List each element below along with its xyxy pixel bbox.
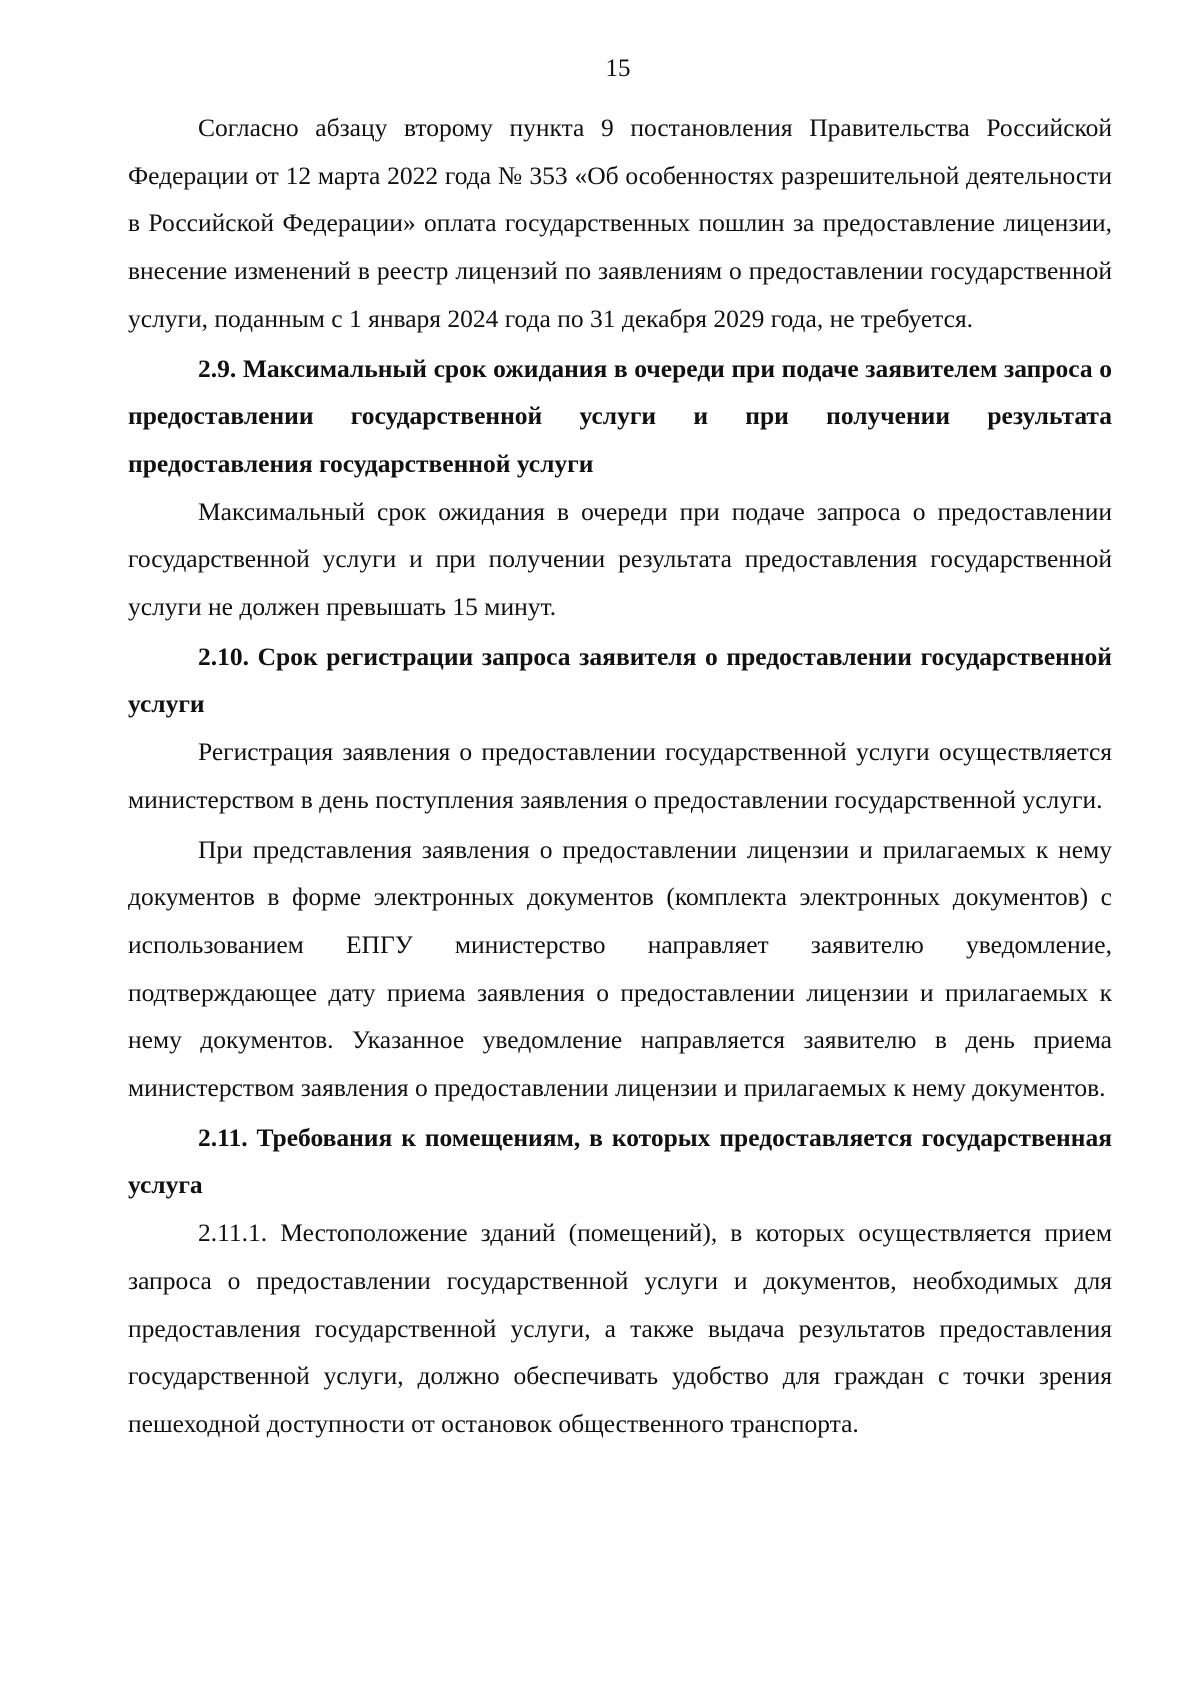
paragraph-electronic-submission: При представления заявления о предоставлении лицензии и прилагаемых к нему документов в форме электронных документов (комплекта электронных документов) с использованием ЕПГУ министерство направляет заявителю уведомление, подтверждающее дату приема заявления о предоставлении лицензии и прилагаемых к нему документов. Указанное уведомление направляется заявителю в день приема министерством заявления о предоставлении лицензии и прилагаемых к нему документов. [128, 834, 1112, 1103]
heading-2-9-queue-waiting-time: 2.9. Максимальный срок ожидания в очереди при подаче заявителем запроса о предоставлении государственной услуги и при получении результата предоставления государственной услуги [128, 353, 1112, 478]
heading-2-11-premises-requirements: 2.11. Требования к помещениям, в которых предоставляется государственная услуга [128, 1122, 1112, 1200]
document-body [128, 104, 1112, 1448]
paragraph-queue-waiting-time: Максимальный срок ожидания в очереди при подаче запроса о предоставлении государственной услуги и при получении результата предоставления государственной услуги не должен превышать 15 минут. [128, 496, 1112, 622]
paragraph-2-11-1-building-location: 2.11.1. Местоположение зданий (помещений), в которых осуществляется прием запроса о предоставлении государственной услуги и документов, необходимых для предоставления государственной услуги, а также выдача результатов предоставления государственной услуги, должно обеспечивать удобство для граждан с точки зрения пешеходной доступности от остановок общественного транспорта. [128, 1218, 1112, 1438]
paragraph-state-fee: Согласно абзацу второму пункта 9 постановления Правительства Российской Федерации от 12 марта 2022 года № 353 «Об особенностях разрешительной деятельности в Российской Федерации» оплата государственных пошлин за предоставление лицензии, внесение изменений в реестр лицензий по заявлениям о предоставлении государственной услуги, поданным с 1 января 2024 года по 31 декабря 2029 года, не требуется. [128, 113, 1112, 333]
heading-2-10-request-registration-term: 2.10. Срок регистрации запроса заявителя о предоставлении государственной услуги [128, 641, 1112, 719]
page-number: 15 [605, 55, 631, 82]
paragraph-registration: Регистрация заявления о предоставлении государственной услуги осуществляется министерством в день поступления заявления о предоставлении государственной услуги. [128, 737, 1112, 814]
